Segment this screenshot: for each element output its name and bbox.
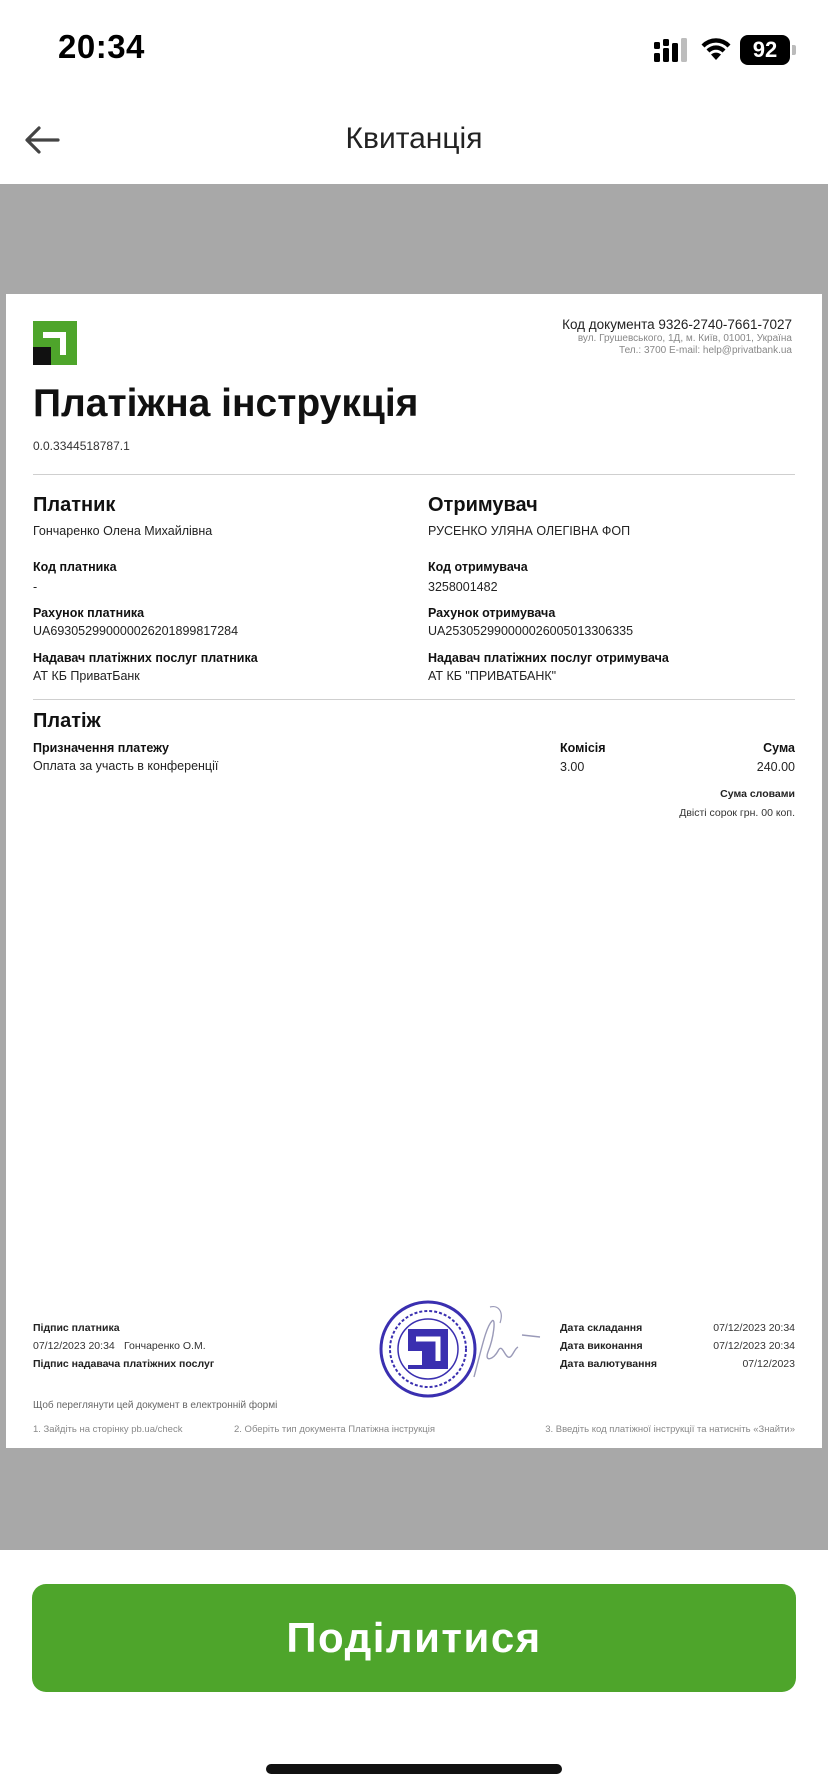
- battery-icon: [740, 35, 796, 65]
- recipient-account-value: UA253052990000026005013306335: [428, 624, 634, 638]
- bank-stamp: [378, 1299, 478, 1399]
- arrow-left-icon: [24, 125, 60, 155]
- status-time: 20:34: [58, 28, 145, 65]
- recipient-code-label: Код отримувача: [428, 560, 528, 574]
- recipient-provider-label: Надавач платіжних послуг отримувача: [428, 651, 669, 665]
- payment-purpose-label: Призначення платежу: [33, 741, 169, 755]
- payer-name: Гончаренко Олена Михайлівна: [33, 524, 213, 538]
- home-indicator[interactable]: [266, 1764, 562, 1774]
- recipient-code-value: 3258001482: [428, 580, 498, 594]
- nav-bar: [0, 100, 828, 184]
- status-bar: [0, 0, 828, 100]
- payment-purpose-value: Оплата за участь в конференції: [33, 759, 219, 773]
- payment-fee-label: Комісія: [560, 741, 606, 755]
- bottom-action-bar: [0, 1550, 828, 1722]
- date-executed-label: Дата виконання: [560, 1340, 643, 1352]
- page-title: Квитанція: [345, 122, 483, 155]
- recipient-account-label: Рахунок отримувача: [428, 606, 556, 620]
- payer-heading: Платник: [33, 494, 116, 516]
- document-code: Код документа 9326-2740-7661-7027: [562, 317, 792, 332]
- handwritten-signature: [464, 1297, 542, 1387]
- sum-words-value: Двісті сорок грн. 00 коп.: [679, 807, 795, 819]
- recipient-provider-value: АТ КБ "ПРИВАТБАНК": [428, 669, 557, 683]
- bank-address: вул. Грушевського, 1Д, м. Київ, 01001, Україна Тел.: 3700 E-mail: help@privatbank.ua: [577, 333, 792, 356]
- receipt-document: [6, 294, 822, 1448]
- recipient-name: РУСЕНКО УЛЯНА ОЛЕГІВНА ФОП: [428, 524, 631, 538]
- wifi-icon: [700, 36, 732, 62]
- back-button[interactable]: [20, 118, 64, 162]
- payer-code-label: Код платника: [33, 560, 117, 574]
- payment-sum-value: 240.00: [756, 760, 795, 774]
- share-button[interactable]: Поділитися: [32, 1584, 796, 1692]
- payer-provider-label: Надавач платіжних послуг платника: [33, 651, 258, 665]
- cellular-signal-icon: [654, 38, 688, 62]
- divider: [33, 474, 795, 475]
- howto-heading: Щоб переглянути цей документ в електронній формі: [33, 1400, 278, 1411]
- payer-code-value: -: [33, 580, 38, 594]
- payer-sign-date: 07/12/2023 20:34: [33, 1340, 115, 1352]
- divider: [33, 699, 795, 700]
- howto-step-3: 3. Введіть код платіжної інструкції та натисніть «Знайти»: [545, 1424, 795, 1435]
- document-number: 0.0.3344518787.1: [33, 439, 130, 453]
- date-created-value: 07/12/2023 20:34: [713, 1322, 795, 1334]
- howto-step-2: 2. Оберіть тип документа Платіжна інструкція: [234, 1424, 435, 1435]
- payer-provider-value: АТ КБ ПриватБанк: [33, 669, 140, 683]
- howto-step-1: 1. Зайдіть на сторінку pb.ua/check: [33, 1424, 183, 1435]
- date-value-value: 07/12/2023: [742, 1358, 795, 1370]
- date-executed-value: 07/12/2023 20:34: [713, 1340, 795, 1352]
- sum-words-label: Сума словами: [720, 788, 795, 800]
- date-created-label: Дата складання: [560, 1322, 643, 1334]
- payer-sign-label: Підпис платника: [33, 1322, 120, 1334]
- battery-level: 92: [740, 35, 790, 65]
- payment-heading: Платіж: [33, 710, 101, 732]
- payer-account-value: UA693052990000026201899817284: [33, 624, 239, 638]
- provider-sign-label: Підпис надавача платіжних послуг: [33, 1358, 215, 1370]
- document-title: Платіжна інструкція: [33, 382, 419, 425]
- payment-fee-value: 3.00: [560, 760, 585, 774]
- privatbank-logo: [33, 321, 77, 365]
- date-value-label: Дата валютування: [560, 1358, 657, 1370]
- payer-sign-name: Гончаренко О.М.: [124, 1340, 206, 1352]
- payer-account-label: Рахунок платника: [33, 606, 145, 620]
- recipient-heading: Отримувач: [428, 494, 538, 516]
- payment-sum-label: Сума: [763, 741, 795, 755]
